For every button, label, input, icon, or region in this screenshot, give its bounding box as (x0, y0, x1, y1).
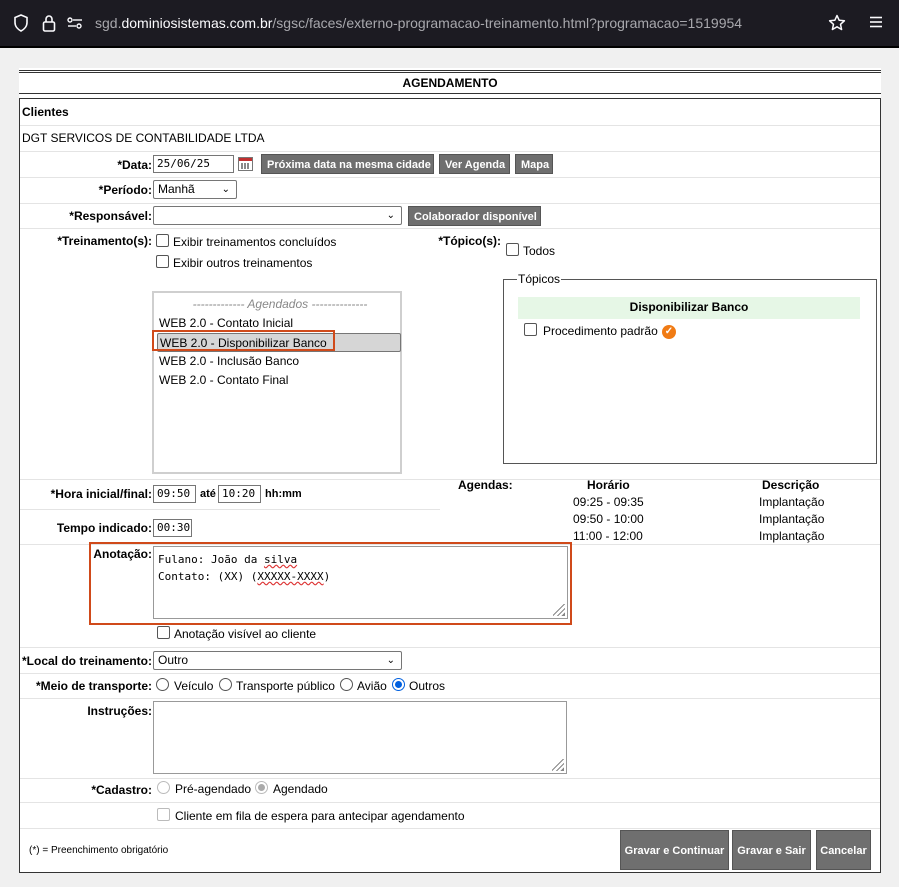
url-host: dominiosistemas.com.br (121, 15, 273, 31)
responsavel-label: *Responsável: (69, 209, 152, 223)
cadastro-pre-agendado-radio[interactable] (157, 781, 170, 794)
anotacao-text: XXXXX-XXXX (257, 570, 324, 583)
procedimento-padrao-label: Procedimento padrão (543, 324, 658, 338)
periodo-select[interactable] (153, 180, 237, 199)
local-value: Outro (158, 653, 189, 667)
anotacao-visivel-checkbox[interactable] (157, 626, 170, 639)
cancelar-button[interactable]: Cancelar (816, 830, 871, 870)
calendar-icon[interactable] (238, 157, 253, 171)
divider (20, 828, 880, 829)
anotacao-text: Fulano: João da (158, 553, 264, 566)
url-prefix: sgd. (95, 15, 122, 31)
cadastro-option-label: Agendado (273, 782, 328, 796)
anotacao-text: Contato: (XX) ( (158, 570, 258, 583)
meio-veiculo-radio[interactable] (156, 678, 169, 691)
url-bar[interactable] (95, 15, 742, 31)
chevron-down-icon: ⌄ (221, 184, 230, 195)
divider (20, 647, 880, 648)
clientes-label: Clientes (22, 105, 69, 119)
meio-label: *Meio de transporte: (35, 679, 152, 693)
hora-inicial-input[interactable]: 09:50 (153, 485, 196, 503)
fila-espera-checkbox[interactable] (157, 808, 170, 821)
divider (20, 479, 880, 480)
agenda-descricao: Implantação (759, 512, 825, 526)
mapa-button[interactable]: Mapa (515, 154, 553, 174)
meio-aviao-radio[interactable] (340, 678, 353, 691)
page-title: AGENDAMENTO (19, 70, 881, 94)
todos-label: Todos (523, 244, 556, 258)
agenda-descricao: Implantação (759, 529, 825, 543)
meio-option-label: Avião (357, 679, 387, 693)
resize-grip-icon[interactable] (553, 604, 565, 616)
list-item-selected[interactable]: WEB 2.0 - Disponibilizar Banco (157, 333, 401, 352)
check-circle-icon: ✓ (662, 325, 676, 339)
periodo-label: *Período: (98, 183, 152, 197)
fila-espera-label: Cliente em fila de espera para antecipar agendamento (175, 809, 465, 823)
agendas-header-horario: Horário (587, 478, 630, 492)
procedimento-padrao-checkbox[interactable] (524, 323, 537, 336)
list-item[interactable]: WEB 2.0 - Contato Final (159, 373, 289, 387)
gravar-sair-button[interactable]: Gravar e Sair (732, 830, 811, 870)
instrucoes-textarea[interactable] (153, 701, 567, 774)
anotacao-textarea[interactable] (153, 546, 568, 619)
divider (20, 151, 880, 152)
agenda-horario: 11:00 - 12:00 (573, 529, 643, 543)
meio-outros-radio[interactable] (392, 678, 405, 691)
meio-transporte-publico-radio[interactable] (219, 678, 232, 691)
lock-icon[interactable] (40, 14, 58, 32)
agendas-header-descricao: Descrição (762, 478, 820, 492)
bookmark-star-icon[interactable] (828, 14, 846, 32)
resize-grip-icon[interactable] (552, 759, 564, 771)
treinamentos-label: *Treinamento(s): (57, 234, 152, 248)
obrigatorio-note: (*) = Preenchimento obrigatório (29, 845, 169, 856)
divider (20, 125, 880, 126)
browser-toolbar (0, 0, 899, 48)
tempo-input[interactable]: 00:30 (153, 519, 192, 537)
exibir-outros-label: Exibir outros treinamentos (173, 256, 313, 270)
exibir-concluidos-label: Exibir treinamentos concluídos (173, 235, 337, 249)
shield-icon[interactable] (12, 14, 30, 32)
list-group-header: ------------- Agendados -------------- (192, 297, 368, 311)
ate-label: até (200, 488, 216, 500)
gravar-continuar-button[interactable]: Gravar e Continuar (620, 830, 729, 870)
cadastro-label: *Cadastro: (91, 783, 152, 797)
agendas-label: Agendas: (458, 478, 513, 492)
hora-final-input[interactable]: 10:20 (218, 485, 261, 503)
anotacao-text: silva (263, 553, 298, 566)
topicos-fieldset (503, 279, 877, 464)
page-content (0, 48, 899, 887)
anotacao-text: ) (323, 570, 331, 583)
divider (20, 698, 880, 699)
instrucoes-label: Instruções: (87, 704, 152, 718)
agenda-descricao: Implantação (759, 495, 825, 509)
exibir-outros-checkbox[interactable] (156, 255, 169, 268)
local-label: *Local do treinamento: (21, 654, 152, 668)
hora-label: *Hora inicial/final: (50, 487, 152, 501)
list-item[interactable]: WEB 2.0 - Contato Inicial (159, 316, 294, 330)
colaborador-disponivel-button[interactable]: Colaborador disponível (408, 206, 541, 226)
anotacao-visivel-label: Anotação visível ao cliente (174, 627, 317, 641)
list-item[interactable]: WEB 2.0 - Inclusão Banco (159, 354, 300, 368)
divider (20, 673, 880, 674)
topicos-legend: Tópicos (518, 272, 561, 286)
divider (20, 778, 880, 779)
cadastro-agendado-radio[interactable] (255, 781, 268, 794)
hhmm-label: hh:mm (265, 488, 302, 500)
responsavel-select[interactable] (153, 206, 402, 225)
data-input[interactable]: 25/06/25 (153, 155, 234, 173)
highlight-box (152, 330, 335, 351)
topicos-label: *Tópico(s): (438, 234, 501, 248)
anotacao-label: Anotação: (93, 547, 152, 561)
topico-header: Disponibilizar Banco (518, 297, 860, 319)
meio-option-label: Transporte público (236, 679, 335, 693)
agendamento-form (19, 98, 881, 873)
chevron-down-icon: ⌄ (386, 210, 395, 221)
chevron-down-icon: ⌄ (386, 655, 395, 666)
divider (20, 177, 880, 178)
meio-option-label: Veículo (174, 679, 214, 693)
periodo-value: Manhã (158, 182, 195, 196)
meio-option-label: Outros (409, 679, 446, 693)
cadastro-option-label: Pré-agendado (175, 782, 252, 796)
proxima-data-button[interactable]: Próxima data na mesma cidade (261, 154, 434, 174)
permissions-icon[interactable] (66, 14, 84, 32)
tempo-label: Tempo indicado: (56, 521, 152, 535)
agenda-horario: 09:50 - 10:00 (573, 512, 644, 526)
exibir-concluidos-checkbox[interactable] (156, 234, 169, 247)
todos-checkbox[interactable] (506, 243, 519, 256)
divider (20, 228, 880, 229)
url-path: /sgsc/faces/externo-programacao-treinamento.html?programacao=1519954 (272, 15, 743, 31)
client-name: DGT SERVICOS DE CONTABILIDADE LTDA (22, 131, 265, 145)
divider (20, 509, 440, 510)
ver-agenda-button[interactable]: Ver Agenda (439, 154, 510, 174)
hamburger-menu-icon[interactable] (867, 14, 885, 32)
data-label: *Data: (117, 158, 152, 172)
divider (20, 802, 880, 803)
treinamentos-listbox[interactable] (152, 291, 402, 474)
agenda-horario: 09:25 - 09:35 (573, 495, 644, 509)
divider (20, 203, 880, 204)
local-select[interactable] (153, 651, 402, 670)
